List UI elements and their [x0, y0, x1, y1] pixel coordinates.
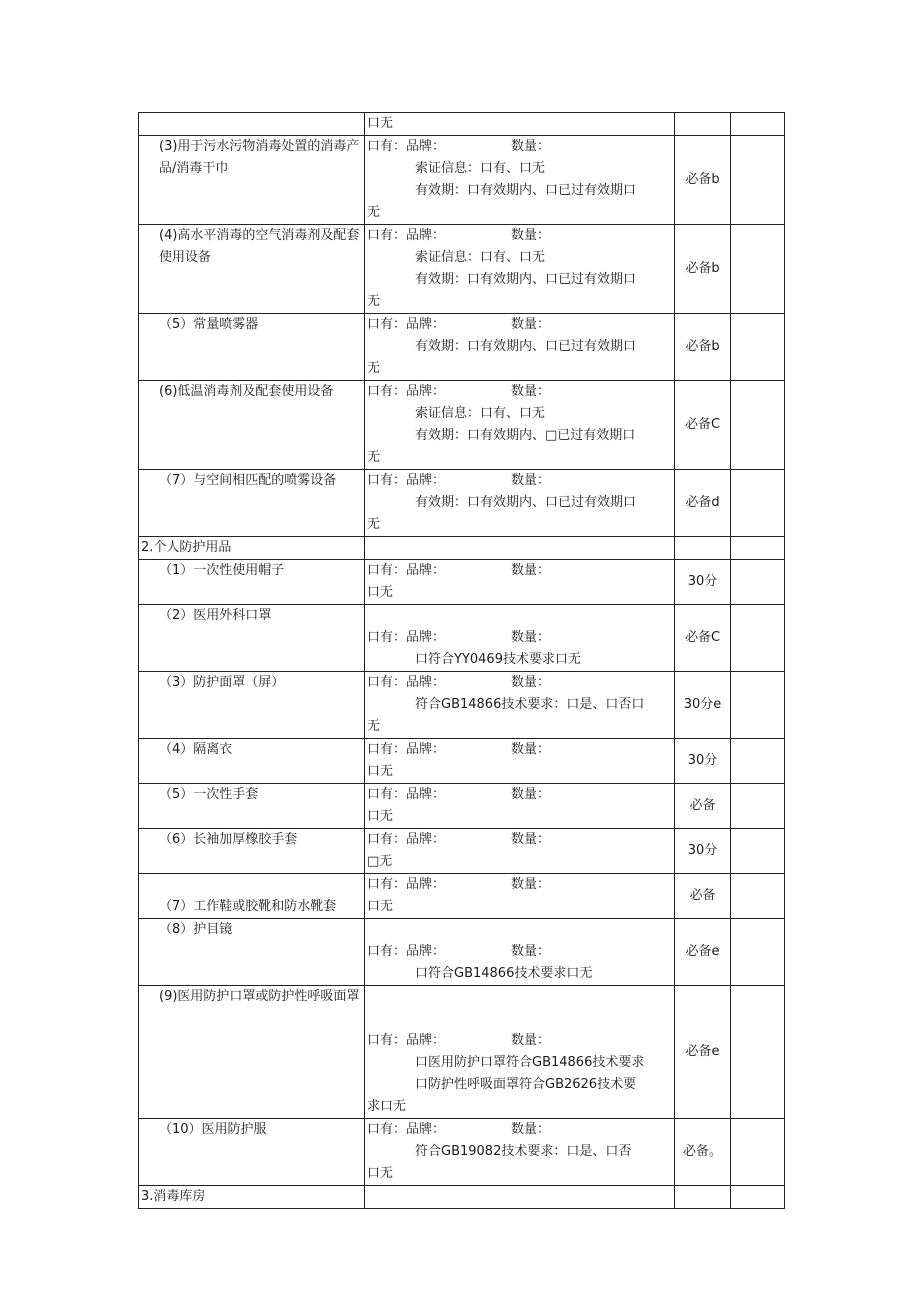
- table-row: [139, 874, 785, 919]
- detail-cell: [365, 1186, 675, 1209]
- detail-cell: [365, 1119, 675, 1186]
- remark-cell: [731, 560, 785, 605]
- validity-options[interactable]: 有效期：口有效期内、□已过有效期口: [415, 428, 636, 443]
- item-cell: （1）一次性使用帽子: [139, 560, 365, 605]
- score-cell: 必备b: [675, 136, 731, 225]
- no-tail: 求口无: [367, 1099, 407, 1114]
- table-row: [139, 919, 785, 986]
- no-tail: 无: [367, 361, 381, 376]
- table-row: [139, 829, 785, 874]
- standard-option[interactable]: 口符合GB14866技术要求口无: [415, 966, 593, 981]
- inspection-table: [138, 112, 785, 1209]
- score-cell: 必备d: [675, 470, 731, 537]
- table-row: [139, 986, 785, 1119]
- cert-options[interactable]: 索证信息：口有、口无: [415, 250, 546, 265]
- item-cell: （10）医用防护服: [139, 1119, 365, 1186]
- detail-cell: [365, 784, 675, 829]
- remark-cell: [731, 225, 785, 314]
- detail-cell: [365, 874, 675, 919]
- detail-cell: [365, 381, 675, 470]
- item-cell: （6）长袖加厚橡胶手套: [139, 829, 365, 874]
- score-cell: 30分e: [675, 672, 731, 739]
- quantity-label: 数量：: [511, 384, 551, 399]
- no-tail: 无: [367, 517, 381, 532]
- quantity-label: 数量：: [511, 787, 551, 802]
- detail-cell: [365, 829, 675, 874]
- validity-options[interactable]: 有效期：口有效期内、口已过有效期口: [415, 339, 637, 354]
- yes-brand-option[interactable]: 口有：品牌：: [367, 1033, 446, 1048]
- item-cell: (9)医用防护口罩或防护性呼吸面罩: [139, 986, 365, 1119]
- score-cell: [675, 1186, 731, 1209]
- detail-cell: [365, 672, 675, 739]
- remark-cell: [731, 1186, 785, 1209]
- score-cell: [675, 537, 731, 560]
- remark-cell: [731, 1119, 785, 1186]
- table-row: [139, 672, 785, 739]
- item-cell: （4）隔离衣: [139, 739, 365, 784]
- quantity-label: 数量：: [511, 228, 551, 243]
- yes-brand-option[interactable]: 口有：品牌：: [367, 563, 446, 578]
- table-row: [139, 784, 785, 829]
- yes-brand-option[interactable]: 口有：品牌：: [367, 675, 446, 690]
- score-cell: 必备C: [675, 605, 731, 672]
- detail-cell: [365, 537, 675, 560]
- no-tail: 无: [367, 719, 381, 734]
- section-row: [139, 1186, 785, 1209]
- item-cell: （7）工作鞋或胶靴和防水靴套: [139, 874, 365, 919]
- no-option[interactable]: 口无: [367, 899, 394, 914]
- remark-cell: [731, 314, 785, 381]
- remark-cell: [731, 113, 785, 136]
- quantity-label: 数量：: [511, 473, 551, 488]
- remark-cell: [731, 874, 785, 919]
- no-option[interactable]: 口无: [367, 764, 394, 779]
- detail-cell: [365, 919, 675, 986]
- table-row: [139, 225, 785, 314]
- yes-brand-option[interactable]: 口有：品牌：: [367, 742, 446, 757]
- yes-brand-option[interactable]: 口有：品牌：: [367, 317, 446, 332]
- item-cell: （7）与空间相匹配的喷雾设备: [139, 470, 365, 537]
- no-option[interactable]: 口无: [367, 1166, 394, 1181]
- yes-brand-option[interactable]: 口有：品牌：: [367, 1122, 446, 1137]
- no-tail: 无: [367, 294, 381, 309]
- yes-brand-option[interactable]: 口有：品牌：: [367, 944, 446, 959]
- yes-brand-option[interactable]: 口有：品牌：: [367, 832, 446, 847]
- quantity-label: 数量：: [511, 1033, 551, 1048]
- score-cell: 必备C: [675, 381, 731, 470]
- detail-cell: [365, 113, 675, 136]
- item-cell: （2）医用外科口罩: [139, 605, 365, 672]
- item-cell: (4)高水平消毒的空气消毒剂及配套使用设备: [139, 225, 365, 314]
- remark-cell: [731, 784, 785, 829]
- no-option[interactable]: 口无: [367, 809, 394, 824]
- score-cell: 必备b: [675, 225, 731, 314]
- table-row: [139, 605, 785, 672]
- yes-brand-option[interactable]: 口有：品牌：: [367, 877, 446, 892]
- quantity-label: 数量：: [511, 877, 551, 892]
- table-row: [139, 136, 785, 225]
- cert-options[interactable]: 索证信息：口有、口无: [415, 406, 546, 421]
- yes-brand-option[interactable]: 口有：品牌：: [367, 228, 446, 243]
- remark-cell: [731, 829, 785, 874]
- validity-options[interactable]: 有效期：口有效期内、口已过有效期口: [415, 495, 637, 510]
- yes-brand-option[interactable]: 口有：品牌：: [367, 787, 446, 802]
- remark-cell: [731, 672, 785, 739]
- item-cell: （5）常量喷雾器: [139, 314, 365, 381]
- no-option[interactable]: □无: [367, 854, 393, 869]
- score-cell: 必备: [675, 784, 731, 829]
- no-option[interactable]: 口无: [367, 116, 394, 131]
- standard-option[interactable]: 口符合YY0469技术要求口无: [415, 652, 581, 667]
- yes-brand-option[interactable]: 口有：品牌：: [367, 384, 446, 399]
- score-cell: 30分: [675, 829, 731, 874]
- quantity-label: 数量：: [511, 317, 551, 332]
- quantity-label: 数量：: [511, 139, 551, 154]
- detail-cell: [365, 136, 675, 225]
- score-cell: 30分: [675, 739, 731, 784]
- no-tail: 无: [367, 205, 381, 220]
- score-cell: 必备e: [675, 986, 731, 1119]
- table-row: [139, 113, 785, 136]
- item-cell: (6)低温消毒剂及配套使用设备: [139, 381, 365, 470]
- detail-cell: [365, 470, 675, 537]
- detail-cell: [365, 605, 675, 672]
- no-option[interactable]: 口无: [367, 585, 394, 600]
- remark-cell: [731, 537, 785, 560]
- score-cell: 必备: [675, 874, 731, 919]
- validity-options[interactable]: 有效期：口有效期内、口已过有效期口: [415, 183, 637, 198]
- score-cell: 30分: [675, 560, 731, 605]
- table-row: [139, 560, 785, 605]
- standard-option[interactable]: 符合GB14866技术要求：口是、口否口: [415, 697, 645, 712]
- remark-cell: [731, 470, 785, 537]
- standard-option[interactable]: 符合GB19082技术要求：口是、口否: [415, 1144, 632, 1159]
- section-title: 3.消毒库房: [139, 1186, 365, 1209]
- table-row: [139, 1119, 785, 1186]
- detail-cell: [365, 739, 675, 784]
- table-row: [139, 381, 785, 470]
- table-row: [139, 314, 785, 381]
- respirator-standard-option[interactable]: 口防护性呼吸面罩符合GB2626技术要: [415, 1077, 637, 1092]
- item-cell: （8）护目镜: [139, 919, 365, 986]
- remark-cell: [731, 919, 785, 986]
- score-cell: 必备b: [675, 314, 731, 381]
- detail-cell: [365, 314, 675, 381]
- detail-cell: [365, 560, 675, 605]
- detail-cell: [365, 986, 675, 1119]
- score-cell: [675, 113, 731, 136]
- cert-options[interactable]: 索证信息：口有、口无: [415, 161, 546, 176]
- detail-cell: [365, 225, 675, 314]
- table-row: [139, 739, 785, 784]
- no-tail: 无: [367, 450, 381, 465]
- item-cell: (3)用于污水污物消毒处置的消毒产品/消毒干巾: [139, 136, 365, 225]
- item-cell: [139, 113, 365, 136]
- table-row: [139, 470, 785, 537]
- yes-brand-option[interactable]: 口有：品牌：: [367, 630, 446, 645]
- score-cell: 必备。: [675, 1119, 731, 1186]
- quantity-label: 数量：: [511, 563, 551, 578]
- item-cell: （5）一次性手套: [139, 784, 365, 829]
- quantity-label: 数量：: [511, 832, 551, 847]
- quantity-label: 数量：: [511, 742, 551, 757]
- quantity-label: 数量：: [511, 944, 551, 959]
- validity-options[interactable]: 有效期：口有效期内、口已过有效期口: [415, 272, 637, 287]
- mask-standard-option[interactable]: 口医用防护口罩符合GB14866技术要求: [415, 1055, 645, 1070]
- remark-cell: [731, 136, 785, 225]
- remark-cell: [731, 986, 785, 1119]
- section-row: [139, 537, 785, 560]
- score-cell: 必备e: [675, 919, 731, 986]
- quantity-label: 数量：: [511, 630, 551, 645]
- yes-brand-option[interactable]: 口有：品牌：: [367, 139, 446, 154]
- item-cell: （3）防护面罩（屏）: [139, 672, 365, 739]
- section-title: 2.个人防护用品: [139, 537, 365, 560]
- yes-brand-option[interactable]: 口有：品牌：: [367, 473, 446, 488]
- remark-cell: [731, 381, 785, 470]
- remark-cell: [731, 739, 785, 784]
- quantity-label: 数量：: [511, 1122, 551, 1137]
- remark-cell: [731, 605, 785, 672]
- quantity-label: 数量：: [511, 675, 551, 690]
